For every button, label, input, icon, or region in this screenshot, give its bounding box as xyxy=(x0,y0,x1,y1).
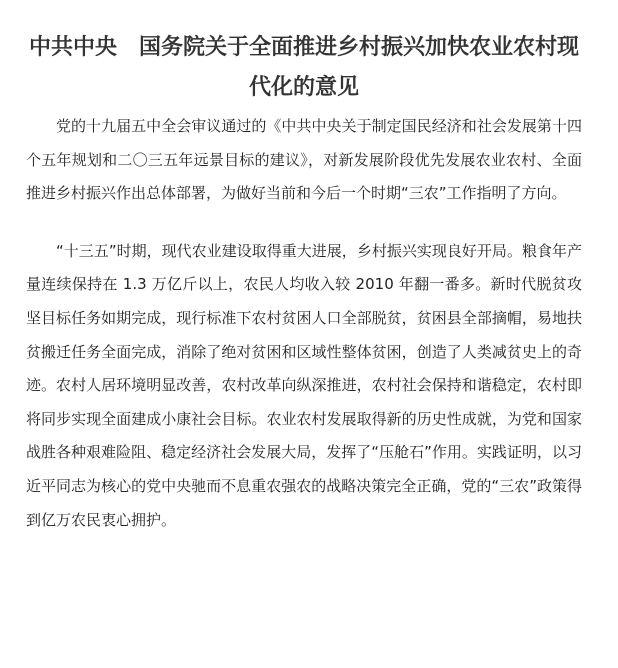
article-paragraph: 党的十九届五中全会审议通过的《中共中央关于制定国民经济和社会发展第十四个五年规划和二〇三五年远景目标的建议》，对新发展阶段优先发展农业农村、全面推进乡村振兴作出总体部署，为做好当前和今后一个时期“三农”工作指明了方向。 xyxy=(26,117,582,203)
article-paragraph: “十三五”时期，现代农业建设取得重大进展，乡村振兴实现良好开局。粮食年产量连续保持在 1.3 万亿斤以上，农民人均收入较 2010 年翻一番多。新时代脱贫攻坚目标任务如期完成，现行标准下农村贫困人口全部脱贫，贫困县全部摘帽，易地扶贫搬迁任务全面完成，消除了绝对贫困和区域性整体贫困，创造了人类减贫史上的奇迹。农村人居环境明显改善，农村改革向纵深推进，农村社会保持和谐稳定，农村即将同步实现全面建成小康社会目标。农业农村发展取得新的历史性成就，为党和国家战胜各种艰难险阻、稳定经济社会发展大局，发挥了“压舱石”作用。实践证明，以习近平同志为核心的党中央驰而不息重农强农的战略决策完全正确，党的“三农”政策得到亿万农民衷心拥护。 xyxy=(26,241,582,529)
article xyxy=(26,28,582,537)
article-title: 中共中央 国务院关于全面推进乡村振兴加快农业农村现代化的意见 xyxy=(28,35,579,100)
